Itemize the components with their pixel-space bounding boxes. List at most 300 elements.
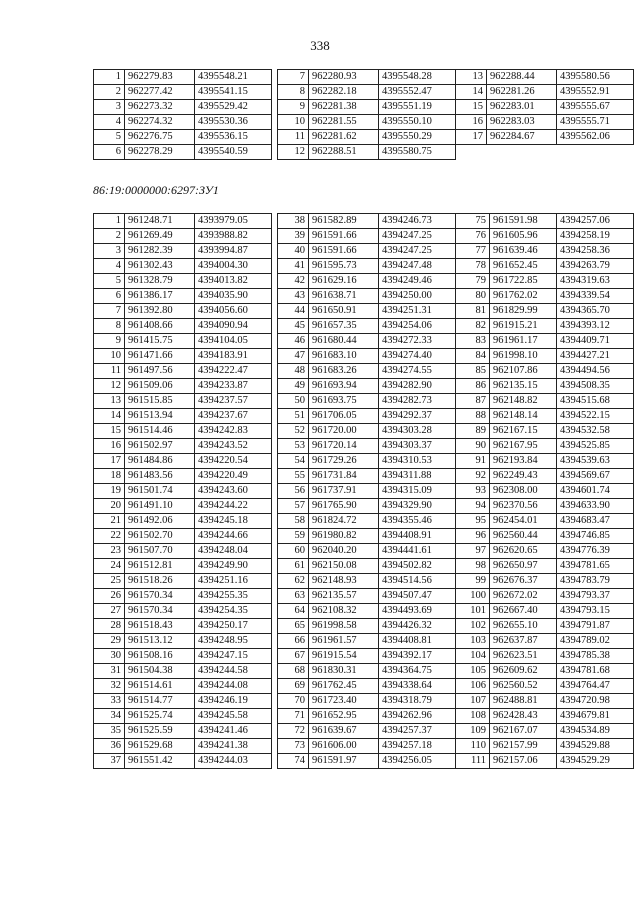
table-row [278,559,456,574]
x-coordinate: 962107.86 [490,364,557,379]
point-number: 69 [278,679,309,694]
x-coordinate: 961491.10 [125,499,195,514]
table-row [456,634,634,649]
x-coordinate: 961582.89 [309,214,379,229]
y-coordinate: 4394245.58 [195,709,272,724]
x-coordinate: 961502.70 [125,529,195,544]
point-number: 14 [94,409,125,424]
x-coordinate: 961693.94 [309,379,379,394]
point-number: 39 [278,229,309,244]
x-coordinate: 961513.94 [125,409,195,424]
top-coordinates-table-3 [455,69,634,145]
x-coordinate: 961529.68 [125,739,195,754]
x-coordinate: 961408.66 [125,319,195,334]
table-row [278,214,456,229]
x-coordinate: 961570.34 [125,604,195,619]
x-coordinate: 961282.39 [125,244,195,259]
point-number: 24 [94,559,125,574]
y-coordinate: 4394494.56 [557,364,634,379]
y-coordinate: 4394315.09 [379,484,456,499]
point-number: 79 [456,274,490,289]
point-number: 95 [456,514,490,529]
x-coordinate: 962370.56 [490,499,557,514]
point-number: 94 [456,499,490,514]
table-row [456,439,634,454]
table-row [456,115,634,130]
x-coordinate: 961650.91 [309,304,379,319]
x-coordinate: 961652.45 [490,259,557,274]
point-number: 36 [94,739,125,754]
y-coordinate: 4394251.16 [195,574,272,589]
x-coordinate: 961518.26 [125,574,195,589]
y-coordinate: 4394781.68 [557,664,634,679]
table-row [278,529,456,544]
point-number: 46 [278,334,309,349]
y-coordinate: 4394679.81 [557,709,634,724]
x-coordinate: 961998.58 [309,619,379,634]
x-coordinate: 962281.38 [309,100,379,115]
table-row [456,85,634,100]
y-coordinate: 4394392.17 [379,649,456,664]
table-row [456,100,634,115]
point-number: 47 [278,349,309,364]
y-coordinate: 4394441.61 [379,544,456,559]
parcel-cadastral-number: 86:19:0000000:6297:ЗУ1 [93,183,219,197]
point-number: 29 [94,634,125,649]
point-number: 104 [456,649,490,664]
y-coordinate: 4394247.48 [379,259,456,274]
point-number: 68 [278,664,309,679]
y-coordinate: 4394303.37 [379,439,456,454]
y-coordinate: 4394274.55 [379,364,456,379]
x-coordinate: 961693.75 [309,394,379,409]
x-coordinate: 961507.70 [125,544,195,559]
point-number: 2 [94,229,125,244]
x-coordinate: 961591.66 [309,244,379,259]
table-row [456,619,634,634]
table-row [278,100,456,115]
table-row [456,589,634,604]
point-number: 111 [456,754,490,769]
y-coordinate: 4395555.71 [557,115,634,130]
table-row [456,574,634,589]
table-row [278,70,456,85]
x-coordinate: 962609.62 [490,664,557,679]
point-number: 72 [278,724,309,739]
point-number: 81 [456,304,490,319]
table-row [94,619,272,634]
point-number: 34 [94,709,125,724]
table-row [456,70,634,85]
point-number: 15 [94,424,125,439]
table-row [456,694,634,709]
point-number: 43 [278,289,309,304]
point-number: 28 [94,619,125,634]
point-number: 100 [456,589,490,604]
point-number: 56 [278,484,309,499]
table-row [94,394,272,409]
table-row [456,559,634,574]
table-row [278,424,456,439]
y-coordinate: 4394282.90 [379,379,456,394]
point-number: 84 [456,349,490,364]
table-row [278,289,456,304]
table-row [456,544,634,559]
y-coordinate: 4394247.25 [379,229,456,244]
y-coordinate: 4394254.35 [195,604,272,619]
table-row [278,664,456,679]
x-coordinate: 962135.57 [309,589,379,604]
point-number: 45 [278,319,309,334]
table-row [456,664,634,679]
point-number: 83 [456,334,490,349]
table-row [94,529,272,544]
x-coordinate: 961824.72 [309,514,379,529]
y-coordinate: 4395580.56 [557,70,634,85]
table-row [94,115,272,130]
table-row [278,724,456,739]
y-coordinate: 4394393.12 [557,319,634,334]
point-number: 87 [456,394,490,409]
table-row [278,514,456,529]
y-coordinate: 4394319.63 [557,274,634,289]
x-coordinate: 961915.21 [490,319,557,334]
y-coordinate: 4394249.46 [379,274,456,289]
x-coordinate: 962283.01 [487,100,557,115]
table-row [94,469,272,484]
table-row [456,424,634,439]
table-row [456,529,634,544]
x-coordinate: 962672.02 [490,589,557,604]
table-row [94,244,272,259]
y-coordinate: 4394250.17 [195,619,272,634]
y-coordinate: 4394683.47 [557,514,634,529]
x-coordinate: 962637.87 [490,634,557,649]
table-row [94,274,272,289]
y-coordinate: 4395536.15 [195,130,272,145]
y-coordinate: 4395580.75 [379,145,456,160]
point-number: 26 [94,589,125,604]
point-number: 9 [278,100,309,115]
table-row [456,304,634,319]
x-coordinate: 961765.90 [309,499,379,514]
x-coordinate: 962279.83 [125,70,195,85]
y-coordinate: 4394183.91 [195,349,272,364]
point-number: 2 [94,85,125,100]
table-row [278,304,456,319]
point-number: 52 [278,424,309,439]
table-row [278,244,456,259]
y-coordinate: 4394515.68 [557,394,634,409]
point-number: 107 [456,694,490,709]
y-coordinate: 4394303.28 [379,424,456,439]
point-number: 50 [278,394,309,409]
x-coordinate: 961504.38 [125,664,195,679]
x-coordinate: 961502.97 [125,439,195,454]
point-number: 67 [278,649,309,664]
x-coordinate: 961680.44 [309,334,379,349]
y-coordinate: 4395562.06 [557,130,634,145]
table-row [94,709,272,724]
point-number: 13 [94,394,125,409]
x-coordinate: 961606.00 [309,739,379,754]
y-coordinate: 4394246.19 [195,694,272,709]
y-coordinate: 4394104.05 [195,334,272,349]
x-coordinate: 962148.82 [490,394,557,409]
point-number: 96 [456,529,490,544]
point-number: 80 [456,289,490,304]
y-coordinate: 4394255.35 [195,589,272,604]
x-coordinate: 961508.16 [125,649,195,664]
coordinates-table-3 [455,213,634,769]
table-row [456,709,634,724]
point-number: 18 [94,469,125,484]
table-row [94,259,272,274]
table-row [278,229,456,244]
table-row [94,664,272,679]
x-coordinate: 961720.14 [309,439,379,454]
table-row [278,115,456,130]
y-coordinate: 4394339.54 [557,289,634,304]
y-coordinate: 4394508.35 [557,379,634,394]
y-coordinate: 4394247.15 [195,649,272,664]
table-row [278,364,456,379]
y-coordinate: 4394262.96 [379,709,456,724]
point-number: 86 [456,379,490,394]
point-number: 77 [456,244,490,259]
table-row [456,754,634,769]
table-row [94,70,272,85]
coordinates-table-2 [277,213,456,769]
table-row [278,679,456,694]
x-coordinate: 961731.84 [309,469,379,484]
table-row [456,379,634,394]
y-coordinate: 4394408.81 [379,634,456,649]
x-coordinate: 961595.73 [309,259,379,274]
table-row [94,349,272,364]
point-number: 42 [278,274,309,289]
x-coordinate: 962655.10 [490,619,557,634]
x-coordinate: 961639.46 [490,244,557,259]
x-coordinate: 962135.15 [490,379,557,394]
point-number: 66 [278,634,309,649]
y-coordinate: 4394793.37 [557,589,634,604]
table-row [278,334,456,349]
table-row [94,424,272,439]
x-coordinate: 961570.34 [125,589,195,604]
table-row [94,724,272,739]
point-number: 88 [456,409,490,424]
x-coordinate: 962108.32 [309,604,379,619]
point-number: 5 [94,274,125,289]
table-row [94,544,272,559]
point-number: 85 [456,364,490,379]
x-coordinate: 962148.14 [490,409,557,424]
y-coordinate: 4394241.46 [195,724,272,739]
table-row [94,364,272,379]
point-number: 70 [278,694,309,709]
y-coordinate: 4394338.64 [379,679,456,694]
y-coordinate: 4394365.70 [557,304,634,319]
y-coordinate: 4393979.05 [195,214,272,229]
y-coordinate: 4394514.56 [379,574,456,589]
table-row [278,379,456,394]
table-row [94,499,272,514]
y-coordinate: 4394310.53 [379,454,456,469]
x-coordinate: 962308.00 [490,484,557,499]
table-row [456,334,634,349]
point-number: 38 [278,214,309,229]
x-coordinate: 961514.77 [125,694,195,709]
y-coordinate: 4394409.71 [557,334,634,349]
table-row [456,394,634,409]
table-row [94,229,272,244]
point-number: 22 [94,529,125,544]
x-coordinate: 961683.10 [309,349,379,364]
x-coordinate: 962282.18 [309,85,379,100]
table-row [456,409,634,424]
point-number: 64 [278,604,309,619]
table-row [456,679,634,694]
y-coordinate: 4393988.82 [195,229,272,244]
point-number: 71 [278,709,309,724]
y-coordinate: 4394781.65 [557,559,634,574]
x-coordinate: 962280.93 [309,70,379,85]
y-coordinate: 4394532.58 [557,424,634,439]
x-coordinate: 961525.74 [125,709,195,724]
point-number: 5 [94,130,125,145]
x-coordinate: 961513.12 [125,634,195,649]
y-coordinate: 4395552.47 [379,85,456,100]
y-coordinate: 4394090.94 [195,319,272,334]
point-number: 103 [456,634,490,649]
table-row [278,259,456,274]
point-number: 35 [94,724,125,739]
x-coordinate: 961514.46 [125,424,195,439]
y-coordinate: 4395555.67 [557,100,634,115]
table-row [456,724,634,739]
table-row [278,469,456,484]
x-coordinate: 961980.82 [309,529,379,544]
y-coordinate: 4394244.66 [195,529,272,544]
x-coordinate: 962273.32 [125,100,195,115]
y-coordinate: 4394493.69 [379,604,456,619]
y-coordinate: 4394502.82 [379,559,456,574]
table-row [278,574,456,589]
table-row [94,145,272,160]
table-row [278,274,456,289]
y-coordinate: 4394793.15 [557,604,634,619]
table-row [278,409,456,424]
table-row [278,394,456,409]
point-number: 93 [456,484,490,499]
top-coordinates-table-1 [93,69,272,160]
y-coordinate: 4394292.37 [379,409,456,424]
y-coordinate: 4394254.06 [379,319,456,334]
x-coordinate: 962167.95 [490,439,557,454]
y-coordinate: 4394274.40 [379,349,456,364]
y-coordinate: 4394522.15 [557,409,634,424]
x-coordinate: 961722.85 [490,274,557,289]
point-number: 1 [94,70,125,85]
point-number: 33 [94,694,125,709]
table-row [278,349,456,364]
y-coordinate: 4394248.04 [195,544,272,559]
point-number: 58 [278,514,309,529]
table-row [94,484,272,499]
table-row [278,439,456,454]
x-coordinate: 962277.42 [125,85,195,100]
point-number: 61 [278,559,309,574]
x-coordinate: 961415.75 [125,334,195,349]
point-number: 78 [456,259,490,274]
x-coordinate: 961998.10 [490,349,557,364]
point-number: 8 [278,85,309,100]
x-coordinate: 961483.56 [125,469,195,484]
table-row [278,649,456,664]
y-coordinate: 4394783.79 [557,574,634,589]
table-row [94,679,272,694]
table-row [278,454,456,469]
x-coordinate: 962281.62 [309,130,379,145]
x-coordinate: 962193.84 [490,454,557,469]
x-coordinate: 961484.86 [125,454,195,469]
x-coordinate: 961551.42 [125,754,195,769]
table-row [94,319,272,334]
table-row [278,145,456,160]
x-coordinate: 962288.51 [309,145,379,160]
point-number: 91 [456,454,490,469]
table-row [456,130,634,145]
point-number: 98 [456,559,490,574]
table-row [456,244,634,259]
y-coordinate: 4394237.67 [195,409,272,424]
point-number: 6 [94,145,125,160]
point-number: 109 [456,724,490,739]
y-coordinate: 4395550.10 [379,115,456,130]
x-coordinate: 961720.00 [309,424,379,439]
y-coordinate: 4394035.90 [195,289,272,304]
y-coordinate: 4394244.58 [195,664,272,679]
y-coordinate: 4394789.02 [557,634,634,649]
table-row [278,85,456,100]
table-row [94,289,272,304]
table-row [278,604,456,619]
table-row [94,454,272,469]
x-coordinate: 961762.45 [309,679,379,694]
y-coordinate: 4394248.95 [195,634,272,649]
y-coordinate: 4394601.74 [557,484,634,499]
x-coordinate: 961629.16 [309,274,379,289]
table-row [94,379,272,394]
y-coordinate: 4395552.91 [557,85,634,100]
table-row [278,694,456,709]
y-coordinate: 4394427.21 [557,349,634,364]
x-coordinate: 962040.20 [309,544,379,559]
x-coordinate: 961683.26 [309,364,379,379]
y-coordinate: 4394364.75 [379,664,456,679]
point-number: 30 [94,649,125,664]
point-number: 9 [94,334,125,349]
y-coordinate: 4394245.18 [195,514,272,529]
page-number: 338 [310,38,330,53]
table-row [278,499,456,514]
table-row [94,214,272,229]
table-row [456,469,634,484]
table-row [278,634,456,649]
x-coordinate: 961515.85 [125,394,195,409]
y-coordinate: 4394318.79 [379,694,456,709]
